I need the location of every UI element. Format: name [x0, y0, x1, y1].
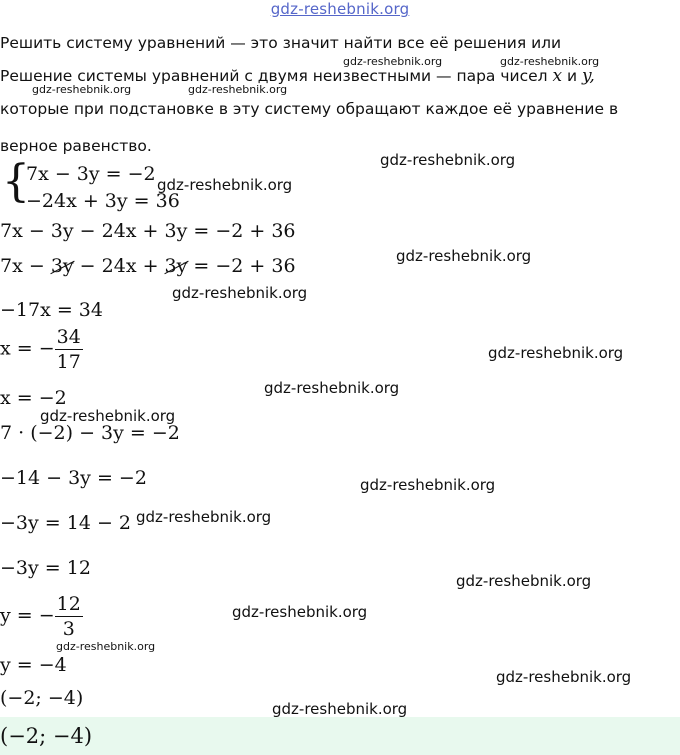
watermark: gdz-reshebnik.org [500, 55, 600, 68]
step-10-lhs: y = − [0, 604, 55, 627]
watermark: gdz-reshebnik.org [496, 668, 632, 686]
intro-line-3: которые при подстановке в эту систему обращают каждое её уравнение в [0, 100, 619, 118]
step-2-part-e: = −2 + 36 [187, 255, 296, 277]
watermark: gdz-reshebnik.org [488, 344, 624, 362]
step-12: (−2; −4) [0, 687, 84, 709]
step-4 [0, 325, 83, 374]
intro-var-x: x [552, 66, 563, 86]
watermark: gdz-reshebnik.org [264, 379, 400, 397]
step-4-denominator: 17 [56, 351, 81, 373]
watermark: gdz-reshebnik.org [56, 640, 156, 653]
intro-line-1: Решить систему уравнений — это значит найти все её решения или [0, 34, 562, 52]
answer: (−2; −4) [0, 724, 93, 748]
watermark: gdz-reshebnik.org [396, 247, 532, 265]
watermark: gdz-reshebnik.org [40, 407, 176, 425]
watermark: gdz-reshebnik.org [32, 83, 132, 96]
step-2-cancelled-term-1: 3y [50, 255, 74, 277]
step-4-numerator: 34 [56, 326, 81, 348]
step-11: y = −4 [0, 654, 67, 676]
header-watermark[interactable]: gdz-reshebnik.org [270, 0, 410, 18]
watermark: gdz-reshebnik.org [232, 603, 368, 621]
step-2-part-c: − 24x + [73, 255, 165, 277]
intro-var-y: y, [582, 66, 595, 86]
watermark: gdz-reshebnik.org [157, 176, 293, 194]
intro-line-4: верное равенство. [0, 137, 152, 155]
step-2-cancelled-term-2: 3y [164, 255, 188, 277]
step-10-denominator: 3 [62, 618, 75, 640]
watermark: gdz-reshebnik.org [456, 572, 592, 590]
step-5: x = −2 [0, 387, 67, 409]
step-3: −17x = 34 [0, 299, 103, 321]
intro-line-2-text: Решение системы уравнений с двумя неизвестными — пара чисел [0, 67, 548, 85]
watermark: gdz-reshebnik.org [343, 55, 443, 68]
watermark: gdz-reshebnik.org [380, 151, 516, 169]
step-2-part-a: 7x − [0, 255, 51, 277]
step-6: 7 · (−2) − 3y = −2 [0, 422, 180, 444]
watermark: gdz-reshebnik.org [136, 508, 272, 526]
step-10-numerator: 12 [56, 593, 81, 615]
step-10 [0, 592, 83, 641]
system-eq-2: −24x + 3y = 36 [26, 190, 180, 212]
step-4-fraction [55, 325, 83, 374]
step-7: −14 − 3y = −2 [0, 467, 147, 489]
step-8: −3y = 14 − 2 [0, 512, 132, 534]
step-4-lhs: x = − [0, 337, 55, 360]
step-1: 7x − 3y − 24x + 3y = −2 + 36 [0, 220, 296, 242]
system-eq-1: 7x − 3y = −2 [26, 163, 156, 185]
watermark: gdz-reshebnik.org [188, 83, 288, 96]
step-9: −3y = 12 [0, 557, 91, 579]
intro-and: и [567, 67, 578, 85]
system-brace: { [2, 156, 30, 207]
watermark: gdz-reshebnik.org [360, 476, 496, 494]
answer-highlight [0, 717, 680, 755]
watermark: gdz-reshebnik.org [172, 284, 308, 302]
watermark: gdz-reshebnik.org [272, 700, 408, 718]
step-2 [0, 255, 296, 277]
step-10-fraction [55, 592, 83, 641]
